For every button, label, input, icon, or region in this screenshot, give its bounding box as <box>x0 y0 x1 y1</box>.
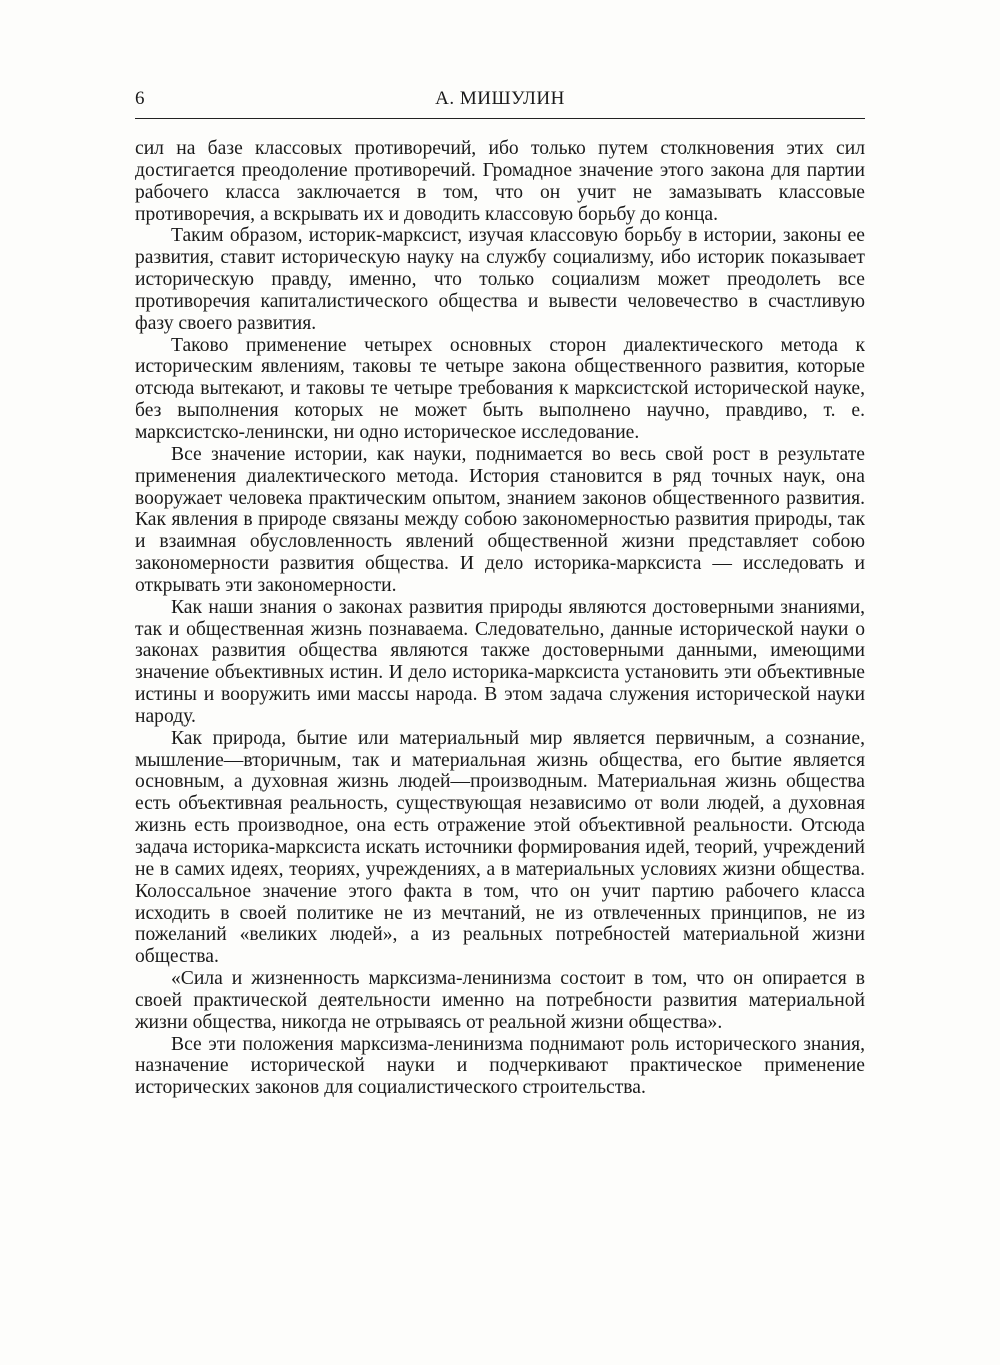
quotation-paragraph: «Сила и жизненность марксизма-ленинизма состоит в том, что он опирается в своей практической деятельности именно на потребности развития материальной жизни общества, никогда не отрываясь от реальной жизни общества». <box>135 968 865 1033</box>
paragraph: сил на базе классовых противоречий, ибо только путем столкновения этих сил достигается преодоление противоречий. Громадное значение этого закона для партии рабочего класса заключается в том, что он учит не замазывать классовые противоречия, а вскрывать их и доводить классовую борьбу до конца. <box>135 138 865 225</box>
page-number: 6 <box>135 88 145 109</box>
paragraph: Таким образом, историк-марксист, изучая классовую борьбу в истории, законы ее развития, ставит историческую науку на службу социализму, ибо историк показывает историческую правду, именно, что только социализм может преодолеть все противоречия капиталистического общества и вывести человечество в счастливую фазу своего развития. <box>135 225 865 334</box>
page-header <box>135 86 865 116</box>
paragraph: Как наши знания о законах развития природы являются достоверными знаниями, так и общественная жизнь познаваема. Следовательно, данные исторической науки о законах развития общества являются также достоверными данными, имеющими значение объективных истин. И дело историка-марксиста установить эти объективные истины и вооружить ими массы народа. В этом задача служения исторической науки народу. <box>135 596 865 727</box>
paragraph: Все значение истории, как науки, поднимается во весь свой рост в результате применения диалектического метода. История становится в ряд точных наук, она вооружает человека практическим опытом, знанием законов общественного развития. Как явления в природе связаны между собою закономерностью развития природы, так и взаимная обусловленность явлений общественной жизни представляет собою закономерности развития общества. И дело историка-марксиста — исследовать и открывать эти закономерности. <box>135 443 865 596</box>
header-rule <box>135 118 865 119</box>
running-head: А. МИШУЛИН <box>435 88 565 109</box>
body-text <box>135 138 865 1099</box>
paragraph: Все эти положения марксизма-ленинизма поднимают роль исторического знания, назначение исторической науки и подчеркивают практическое применение исторических законов для социалистического строительства. <box>135 1033 865 1099</box>
paragraph: Таково применение четырех основных сторон диалектического метода к историческим явлениям, таковы те четыре закона общественного развития, которые отсюда вытекают, и таковы те четыре требования к марксистской исторической науке, без выполнения которых не может быть выполнено научно, правдиво, т. е. марксистско-ленински, ни одно историческое исследование. <box>135 334 865 443</box>
paragraph: Как природа, бытие или материальный мир является первичным, а сознание, мышление—вторичным, так и материальная жизнь общества, его бытие является основным, а духовная жизнь людей—производным. Материальная жизнь общества есть объективная реальность, существующая независимо от воли людей, а духовная жизнь есть производное, она есть отражение этой объективной реальности. Отсюда задача историка-марксиста искать источники формирования идей, теорий, учреждений не в самих идеях, теориях, учреждениях, а в материальных условиях жизни общества. Колоссальное значение этого факта в том, что он учит партию рабочего класса исходить в своей политике не из мечтаний, не из отвлеченных принципов, не из пожеланий «великих людей», а из реальных потребностей материальной жизни общества. <box>135 727 865 968</box>
